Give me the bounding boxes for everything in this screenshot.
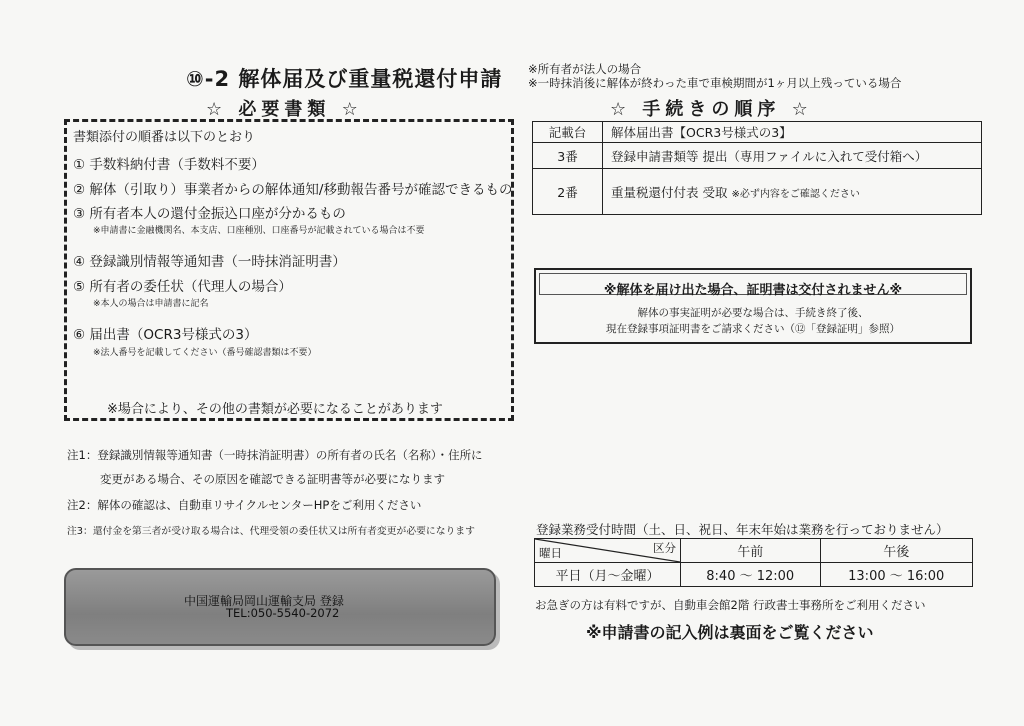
doc-item: ③ 所有者本人の還付金振込口座が分かるもの — [73, 206, 346, 222]
hours-title: 登録業務受付時間（土、日、祝日、年末年始は業務を行っておりません） — [536, 522, 949, 537]
back-page-note: ※申請書の記入例は裏面をご覧ください — [586, 623, 874, 642]
doc-item: ⑥ 届出書（OCR3号様式の3） — [73, 327, 258, 343]
doc-item: ⑤ 所有者の委任状（代理人の場合） — [73, 279, 292, 295]
notice-line: 解体の事実証明が必要な場合は、手続き終了後、 — [637, 307, 869, 319]
office-tel: TEL:050-5540-2072 — [226, 606, 340, 620]
corner-label-category: 区分 — [653, 541, 676, 555]
hours-note: お急ぎの方は有料ですが、自動車会館2階 行政書士事務所をご利用ください — [535, 598, 926, 612]
doc-subnote: ※本人の場合は申請書に記名 — [93, 299, 209, 309]
corner-label-day: 曜日 — [539, 546, 562, 560]
page-title: ⑩-2 解体届及び重量税還付申請 — [186, 67, 503, 91]
required-docs-box — [64, 119, 514, 421]
doc-subnote: ※申請書に金融機関名、本支店、口座種別、口座番号が記載されている場合は不要 — [93, 226, 425, 236]
procedure-row — [533, 169, 982, 215]
footnote-1-cont: 変更がある場合、その原因を確認できる証明書等が必要になります — [100, 472, 445, 486]
footnote-2: 注2：解体の確認は、自動車リサイクルセンターHPをご利用ください — [67, 498, 422, 512]
hours-col-am: 午前 — [681, 539, 821, 563]
contact-box — [64, 568, 496, 646]
procedure-row — [533, 143, 982, 169]
procedure-step-label: 3番 — [533, 143, 603, 169]
docs-intro: 書類添付の順番は以下のとおり — [73, 130, 256, 145]
footnote-3: 注3：還付金を第三者が受け取る場合は、代理受領の委任状又は所有者変更が必要になります — [67, 526, 475, 537]
hours-am-time: 8:40 ～ 12:00 — [681, 563, 821, 587]
title-note: ※所有者が法人の場合 — [528, 62, 642, 76]
certificate-notice-box — [534, 268, 972, 344]
hours-col-pm: 午後 — [820, 539, 973, 563]
procedure-step-text: 登録申請書類等 提出（専用ファイルに入れて受付箱へ） — [603, 143, 982, 169]
hours-table — [534, 538, 973, 587]
hours-row — [535, 563, 973, 587]
procedure-table — [532, 121, 982, 215]
procedure-step-label: 記載台 — [533, 122, 603, 143]
procedure-step-label: 2番 — [533, 169, 603, 215]
hours-corner-cell — [535, 539, 681, 563]
docs-box-note: ※場合により、その他の書類が必要になることがあります — [107, 402, 443, 417]
footnote-1: 注1：登録識別情報等通知書（一時抹消証明書）の所有者の氏名（名称）・住所に — [67, 448, 483, 462]
doc-subnote: ※法人番号を記載してください（番号確認書類は不要） — [93, 348, 317, 358]
notice-title: ※解体を届け出た場合、証明書は交付されません※ — [603, 283, 903, 298]
office-name: 中国運輸局岡山運輸支局 登録 — [184, 594, 344, 608]
title-note: ※一時抹消後に解体が終わった車で車検期間が1ヶ月以上残っている場合 — [528, 76, 902, 90]
hours-pm-time: 13:00 ～ 16:00 — [820, 563, 973, 587]
hours-header-row — [535, 539, 973, 563]
notice-line: 現在登録事項証明書をご請求ください（⑫「登録証明」参照） — [606, 323, 900, 335]
procedure-heading: ☆ 手続きの順序 ☆ — [610, 99, 813, 120]
procedure-step-text: 重量税還付付表 受取 ※必ず内容をご確認ください — [603, 169, 982, 215]
doc-item: ② 解体（引取り）事業者からの解体通知/移動報告番号が確認できるもの — [73, 182, 513, 198]
procedure-step-note: ※必ず内容をご確認ください — [731, 188, 860, 200]
doc-item: ④ 登録識別情報等通知書（一時抹消証明書） — [73, 254, 346, 270]
required-docs-heading: ☆ 必要書類 ☆ — [206, 99, 363, 120]
procedure-step-text: 解体届出書【OCR3号様式の3】 — [603, 122, 982, 143]
hours-row-label: 平日（月～金曜） — [535, 563, 681, 587]
doc-item: ① 手数料納付書（手数料不要） — [73, 157, 265, 173]
title-notes — [528, 62, 901, 90]
procedure-row — [533, 122, 982, 143]
